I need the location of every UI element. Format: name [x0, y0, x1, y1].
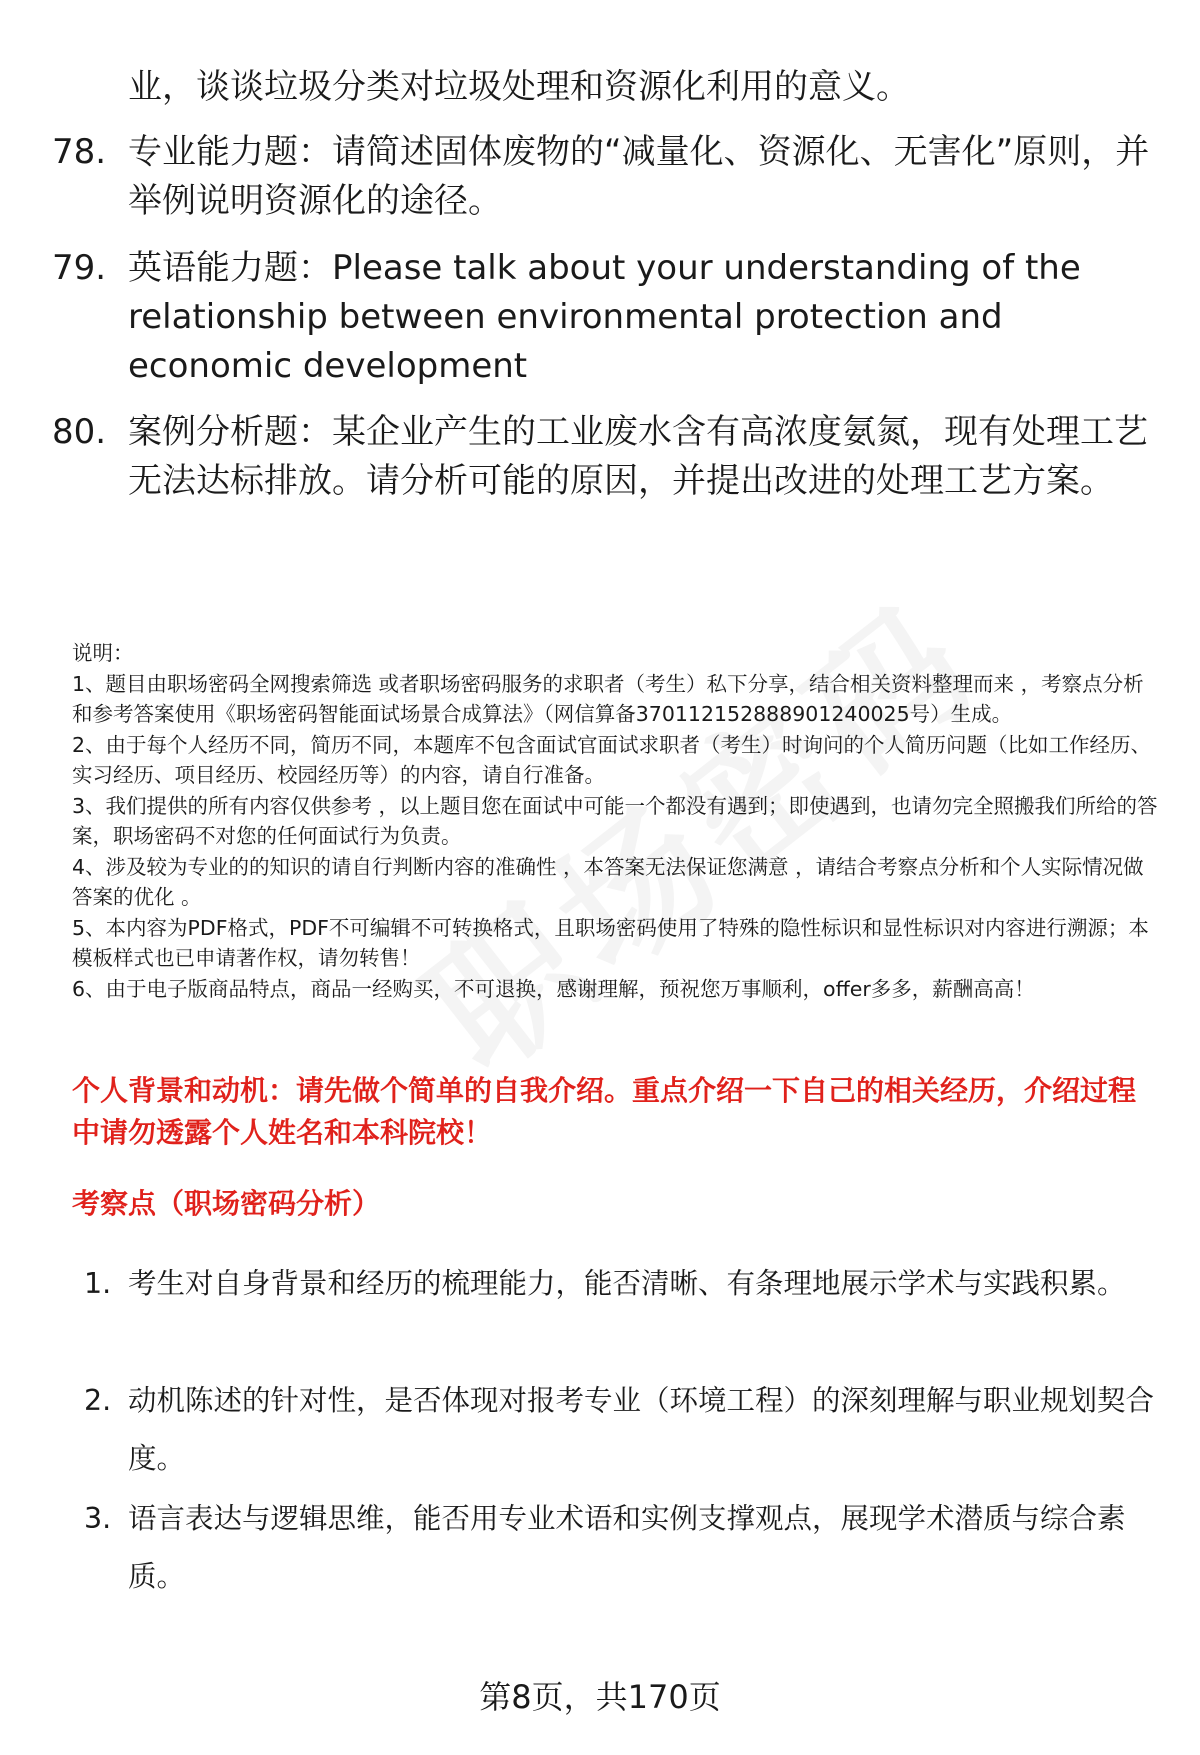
point-number: 2. — [84, 1384, 112, 1417]
question-number: 80. — [52, 412, 107, 452]
question-text: 案例分析题：某企业产生的工业废水含有高浓度氨氮，现有处理工艺无法达标排放。请分析可能的原因，并提出改进的处理工艺方案。 — [128, 412, 1148, 501]
question-number: 79. — [52, 248, 107, 288]
notes-block — [72, 638, 1162, 1004]
question-80 — [52, 408, 1152, 506]
continuation-text: 业，谈谈垃圾分类对垃圾处理和资源化利用的意义。 — [128, 67, 910, 107]
question-78 — [52, 128, 1152, 226]
section-subtitle: 考察点（职场密码分析） — [72, 1187, 381, 1220]
note-item: 4、涉及较为专业的的知识的请自行判断内容的准确性 ，本答案无法保证您满意 ，请结合考察点分析和个人实际情况做答案的优化 。 — [72, 854, 1144, 909]
analysis-point-1 — [84, 1255, 1164, 1313]
note-item: 1、题目由职场密码全网搜索筛选 或者职场密码服务的求职者（考生）私下分享，结合相关资料整理而来 ，考察点分析和参考答案使用《职场密码智能面试场景合成算法》（网信算备370112152888901240025号）生成。 — [72, 671, 1144, 726]
note-item: 2、由于每个人经历不同，简历不同，本题库不包含面试官面试求职者（考生）时询问的个人简历问题（比如工作经历、实习经历、项目经历、校园经历等）的内容，请自行准备。 — [72, 732, 1152, 787]
question-number: 78. — [52, 132, 107, 172]
analysis-point-2 — [84, 1372, 1164, 1488]
question-text: 英语能力题：Please talk about your understanding of the relationship between environmental protection and economic development — [128, 248, 1081, 386]
point-text: 动机陈述的针对性，是否体现对报考专业（环境工程）的深刻理解与职业规划契合度。 — [128, 1384, 1155, 1475]
point-number: 1. — [84, 1267, 112, 1300]
section-title: 个人背景和动机：请先做个简单的自我介绍。重点介绍一下自己的相关经历，介绍过程中请勿透露个人姓名和本科院校！ — [72, 1074, 1137, 1149]
question-text: 专业能力题：请简述固体废物的“减量化、资源化、无害化”原则，并举例说明资源化的途径。 — [128, 132, 1150, 221]
page-footer: 第8页，共170页 — [479, 1678, 721, 1716]
note-item: 3、我们提供的所有内容仅供参考 ，以上题目您在面试中可能一个都没有遇到；即使遇到，也请勿完全照搬我们所给的答案，职场密码不对您的任何面试行为负责。 — [72, 793, 1158, 848]
point-number: 3. — [84, 1502, 112, 1535]
notes-title: 说明： — [72, 641, 134, 665]
note-item: 5、本内容为PDF格式，PDF不可编辑不可转换格式，且职场密码使用了特殊的隐性标识和显性标识对内容进行溯源；本模板样式也已申请著作权，请勿转售！ — [72, 915, 1149, 970]
question-continuation — [52, 63, 1152, 112]
point-text: 考生对自身背景和经历的梳理能力，能否清晰、有条理地展示学术与实践积累。 — [128, 1267, 1126, 1300]
note-item: 6、由于电子版商品特点，商品一经购买，不可退换，感谢理解，预祝您万事顺利，offer多多，薪酬高高！ — [72, 976, 1035, 1001]
question-79 — [52, 244, 1152, 391]
analysis-point-3 — [84, 1490, 1164, 1606]
point-text: 语言表达与逻辑思维，能否用专业术语和实例支撑观点，展现学术潜质与综合素质。 — [128, 1502, 1126, 1593]
